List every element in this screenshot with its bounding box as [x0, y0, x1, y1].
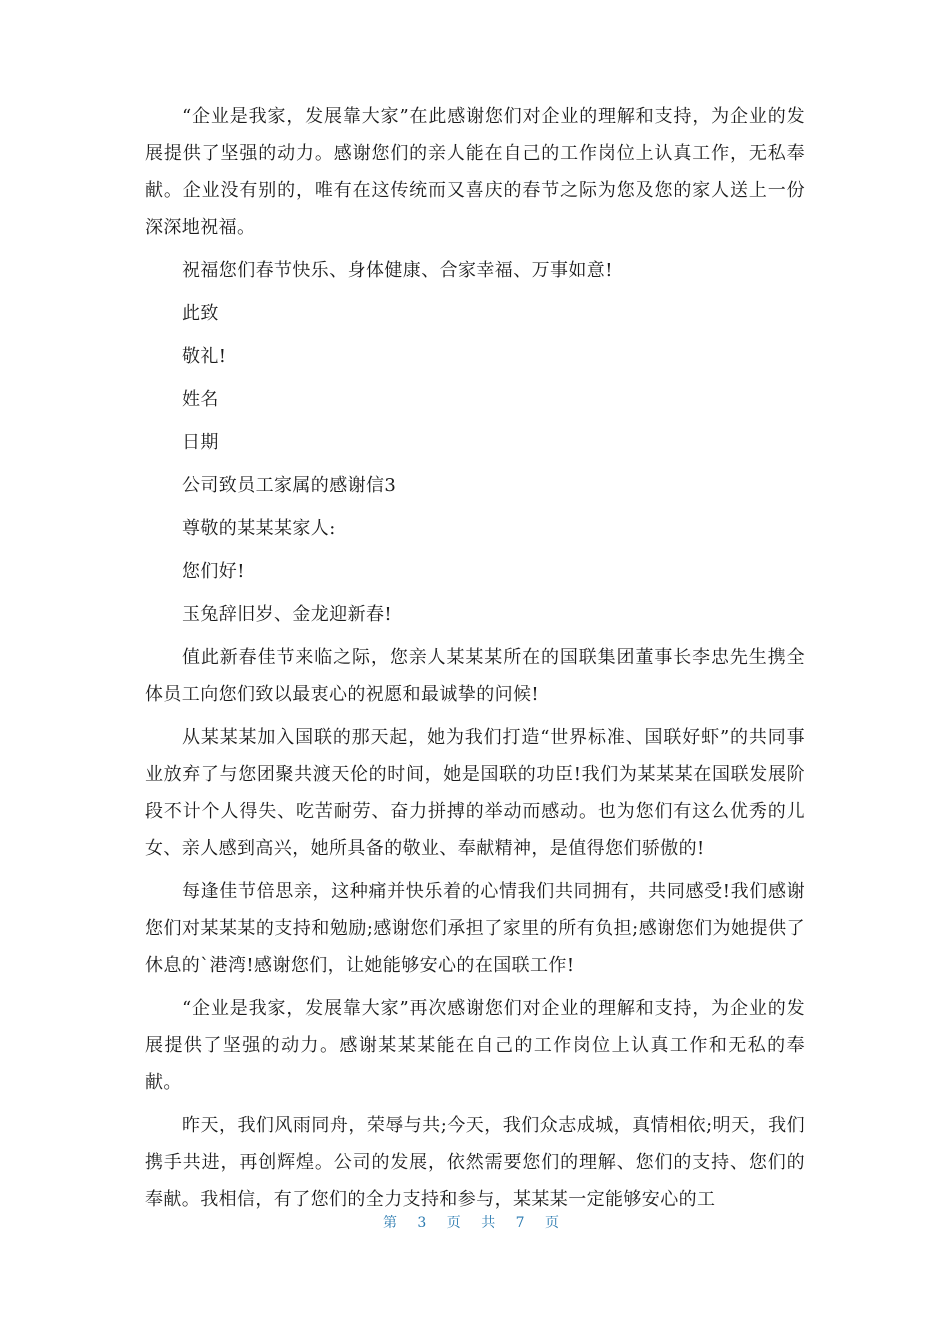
document-body: [145, 98, 805, 1224]
paragraph: “企业是我家，发展靠大家”在此感谢您们对企业的理解和支持，为企业的发展提供了坚强的动力。感谢您们的亲人能在自己的工作岗位上认真工作，无私奉献。企业没有别的，唯有在这传统而又喜庆的春节之际为您及您的家人送上一份深深地祝福。: [145, 106, 805, 238]
signature-name: 姓名: [182, 389, 219, 410]
paragraph: “企业是我家，发展靠大家”再次感谢您们对企业的理解和支持，为企业的发展提供了坚强的动力。感谢某某某能在自己的工作岗位上认真工作和无私的奉献。: [145, 998, 805, 1093]
paragraph: 祝福您们春节快乐、身体健康、合家幸福、万事如意!: [182, 260, 613, 281]
paragraph: 昨天，我们风雨同舟，荣辱与共;今天，我们众志成城，真情相依;明天，我们携手共进，再创辉煌。公司的发展，依然需要您们的理解、您们的支持、您们的奉献。我相信，有了您们的全力支持和参与，某某某一定能够安心的工: [145, 1115, 805, 1210]
closing-line: 此致: [182, 303, 219, 324]
letter-heading: 公司致员工家属的感谢信3: [182, 475, 397, 496]
salutation: 尊敬的某某某家人:: [182, 518, 336, 539]
greeting: 您们好!: [182, 561, 245, 582]
signature-date: 日期: [182, 432, 219, 453]
page-number-footer: 第 3 页 共 7 页: [382, 1215, 568, 1231]
paragraph: 从某某某加入国联的那天起，她为我们打造“世界标准、国联好虾”的共同事业放弃了与您团聚共渡天伦的时间，她是国联的功臣!我们为某某某在国联发展阶段不计个人得失、吃苦耐劳、奋力拼搏的举动而感动。也为您们有这么优秀的儿女、亲人感到高兴，她所具备的敬业、奉献精神，是值得您们骄傲的!: [145, 727, 805, 859]
closing-salute: 敬礼!: [182, 346, 227, 367]
paragraph: 玉兔辞旧岁、金龙迎新春!: [182, 604, 393, 625]
paragraph: 值此新春佳节来临之际，您亲人某某某所在的国联集团董事长李忠先生携全体员工向您们致以最衷心的祝愿和最诚挚的问候!: [145, 647, 805, 705]
paragraph: 每逢佳节倍思亲，这种痛并快乐着的心情我们共同拥有，共同感受!我们感谢您们对某某某的支持和勉励;感谢您们承担了家里的所有负担;感谢您们为她提供了休息的`港湾!感谢您们，让她能够安心的在国联工作!: [145, 881, 805, 976]
